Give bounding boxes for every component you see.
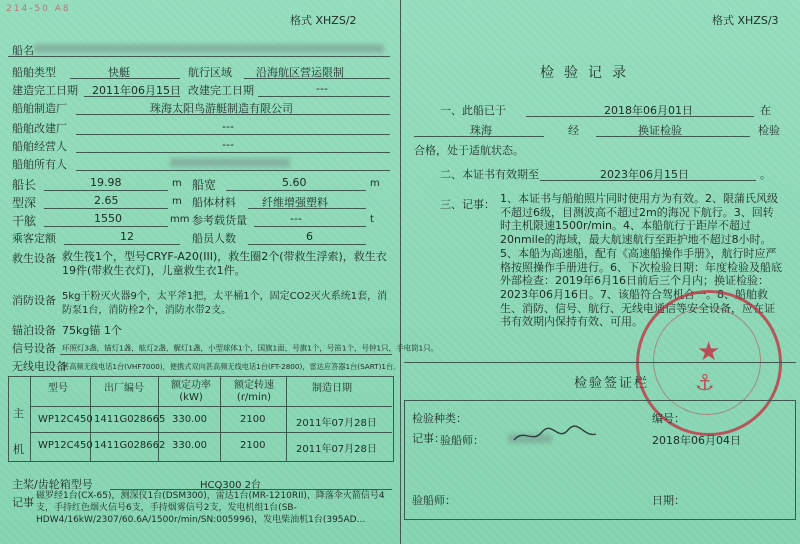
crew-label: 船员人数 <box>192 232 236 245</box>
engine-header-date: 制造日期 <box>312 383 352 394</box>
mod-date-label: 改建完工日期 <box>188 84 254 97</box>
item1-date: 2018年06月01日 <box>604 104 693 117</box>
lifesaving-value: 救生筏1个，型号CRYF-A20(III)，救生圈2个(带救生浮索)，救生衣19件(带救生衣灯)，儿童救生衣1件。 <box>62 250 387 277</box>
engine-row-1-date: 2011年07月28日 <box>296 418 377 429</box>
engine-row-2-date: 2011年07月28日 <box>296 444 377 455</box>
item3-label: 三、记事： <box>440 198 495 211</box>
length-label: 船长 <box>12 178 37 192</box>
gearbox-value: HCQ300 2台 <box>200 480 262 491</box>
ship-name-label: 船名 <box>12 44 34 57</box>
engine-row-1-power: 330.00 <box>172 414 207 425</box>
depth-unit: m <box>172 196 182 207</box>
depth-label: 型深 <box>12 196 37 210</box>
signal-label: 信号设备 <box>12 342 56 355</box>
inspector-label: 验船师： <box>440 434 484 447</box>
engine-header-power: 额定功率(kW) <box>171 380 211 403</box>
item2-date: 2023年06月15日 <box>600 168 689 181</box>
inspector-date: 2018年06月04日 <box>652 434 741 447</box>
endorse-no-label: 编号： <box>652 412 685 425</box>
engine-row-1-speed: 2100 <box>240 414 266 425</box>
mod-date-value: --- <box>316 82 328 95</box>
endorse-inspector-label: 验船师： <box>412 494 456 507</box>
cargo-unit: t <box>370 214 374 225</box>
builder-value: 珠海太阳鸟游艇制造有限公司 <box>150 102 293 115</box>
owner-redacted <box>170 158 290 167</box>
serial-code: 214-50 A8 <box>6 4 71 14</box>
remarks-label: 记事 <box>12 496 34 509</box>
modifier-value: --- <box>222 120 234 133</box>
item3-text: 1、本证书与船舶照片同时使用方为有效。2、限蒲氏风级不超过6级，目测波高不超过2m的海况下航行。3、回转时主机限速1500r/min。4、本船航行于距岸不超过20nmile的海域，最大航速航行至距护地不超过8小时。5、本船为高速船，配有《高速船操作手册》，航行时应严格按照操作手册进行。6、下次检验日期：年度检验及船底外部检查：2019年6月16日前后三个月内；换证检验：2023年06月16日。7、该船符合驾机合一。8、船舶救生、消防、信号、航行、无线电通信等安全设备，应在证书有效期内保持有效、可用。 <box>500 192 782 329</box>
anchor-value: 75kg锚 1个 <box>62 324 122 337</box>
engine-row-2-speed: 2100 <box>240 440 266 451</box>
engine-row-2-model: WP12C450 <box>38 440 93 451</box>
passengers-value: 12 <box>120 230 134 243</box>
built-date-value: 2011年06月15日 <box>92 84 181 97</box>
engine-header-speed: 额定转速(r/min) <box>234 380 274 403</box>
right-format-label: 格式 XHZS/3 <box>712 14 779 27</box>
item2-end: 。 <box>760 168 771 181</box>
operator-label: 船舶经营人 <box>12 140 67 153</box>
breadth-value: 5.60 <box>282 176 307 189</box>
ship-name-redacted <box>34 44 384 53</box>
ship-type-label: 船舶类型 <box>12 66 56 79</box>
ship-type-value: 快艇 <box>108 66 130 79</box>
material-value: 纤维增强塑料 <box>262 196 328 209</box>
passengers-label: 乘客定额 <box>12 232 56 245</box>
item1-type: 换证检验 <box>638 124 682 137</box>
inspection-seal: ★ ⚓ <box>636 290 782 436</box>
cargo-value: --- <box>290 212 302 225</box>
endorse-type-label: 检验种类： <box>412 412 467 425</box>
item1-result: 合格，处于适航状态。 <box>414 144 524 157</box>
operator-value: --- <box>222 138 234 151</box>
engine-row-2-serial: 1411G028662 <box>94 440 166 451</box>
lifesaving-label: 救生设备 <box>12 252 56 265</box>
radio-label: 无线电设备 <box>12 360 67 373</box>
endorsement-title: 检验签证栏 <box>574 376 650 391</box>
endorse-date-label: 日期： <box>652 494 685 507</box>
gearbox-label: 主桨/齿轮箱型号 <box>12 478 93 491</box>
endorse-remark-label: 记事： <box>412 432 445 445</box>
breadth-unit: m <box>370 178 380 189</box>
engine-header-model: 型号 <box>48 383 68 394</box>
nav-area-label: 航行区域 <box>188 66 232 79</box>
radio-value: 甚高频无线电话1台(VHF7000)，便携式双向甚高频无线电话1台(FT-2800)，雷达应答器1台(SART)1台。 <box>62 363 401 372</box>
depth-value: 2.65 <box>94 194 119 207</box>
anchor-label: 锚泊设备 <box>12 324 56 337</box>
length-unit: m <box>172 178 182 189</box>
item1-prefix: 一、此船已于 <box>440 104 506 117</box>
cargo-label: 参考载货量 <box>192 214 247 227</box>
item2-prefix: 二、本证书有效期至 <box>440 168 539 181</box>
built-date-label: 建造完工日期 <box>12 84 78 97</box>
item1-at: 在 <box>760 104 771 117</box>
engine-header-serial: 出厂编号 <box>104 383 144 394</box>
inspection-record-title: 检验记录 <box>540 65 636 81</box>
freeboard-value: 1550 <box>94 212 122 225</box>
left-format-label: 格式 XHZS/2 <box>290 14 357 27</box>
modifier-label: 船舶改建厂 <box>12 122 67 135</box>
freeboard-label: 干舷 <box>12 214 37 228</box>
owner-label: 船舶所有人 <box>12 158 67 171</box>
material-label: 船体材料 <box>192 196 236 209</box>
fire-label: 消防设备 <box>12 294 56 307</box>
signal-value: 环照灯3盏，锚灯1盏，舷灯2盏，艉灯1盏，小型球体1个，国旗1面，号旗1个，号笛1个，号钟1只，手电筒1只。 <box>62 344 439 353</box>
page-divider <box>400 0 401 544</box>
engine-row-1-serial: 1411G028665 <box>94 414 166 425</box>
item1-end: 检验 <box>758 124 780 137</box>
remarks-value: 磁罗经1台(CX-65)，测深仪1台(DSM300)，雷达1台(MR-1210RII)，降落伞火箭信号4支，手持红色烟火信号6支，手持烟雾信号2支，发电机组1台(SB-HDW4/16kW/2307/60.6A/1500r/min/SN:005996)，发电柴油机1台(395AD... <box>36 491 385 525</box>
builder-label: 船舶制造厂 <box>12 102 67 115</box>
item1-via: 经 <box>568 124 579 137</box>
engine-row-1-model: WP12C450 <box>38 414 93 425</box>
freeboard-unit: mm <box>170 214 190 225</box>
engine-label: 主机 <box>13 407 24 456</box>
nav-area-value: 沿海航区营运限制 <box>256 66 344 79</box>
breadth-label: 船宽 <box>192 178 217 192</box>
fire-value: 5kg干粉灭火器9个，太平斧1把，太平桶1个，固定CO2灭火系统1套，消防泵1台，消防栓2个，消防水带2支。 <box>62 291 388 316</box>
crew-value: 6 <box>306 230 313 243</box>
engine-row-2-power: 330.00 <box>172 440 207 451</box>
item1-place: 珠海 <box>470 124 492 137</box>
length-value: 19.98 <box>90 176 122 189</box>
